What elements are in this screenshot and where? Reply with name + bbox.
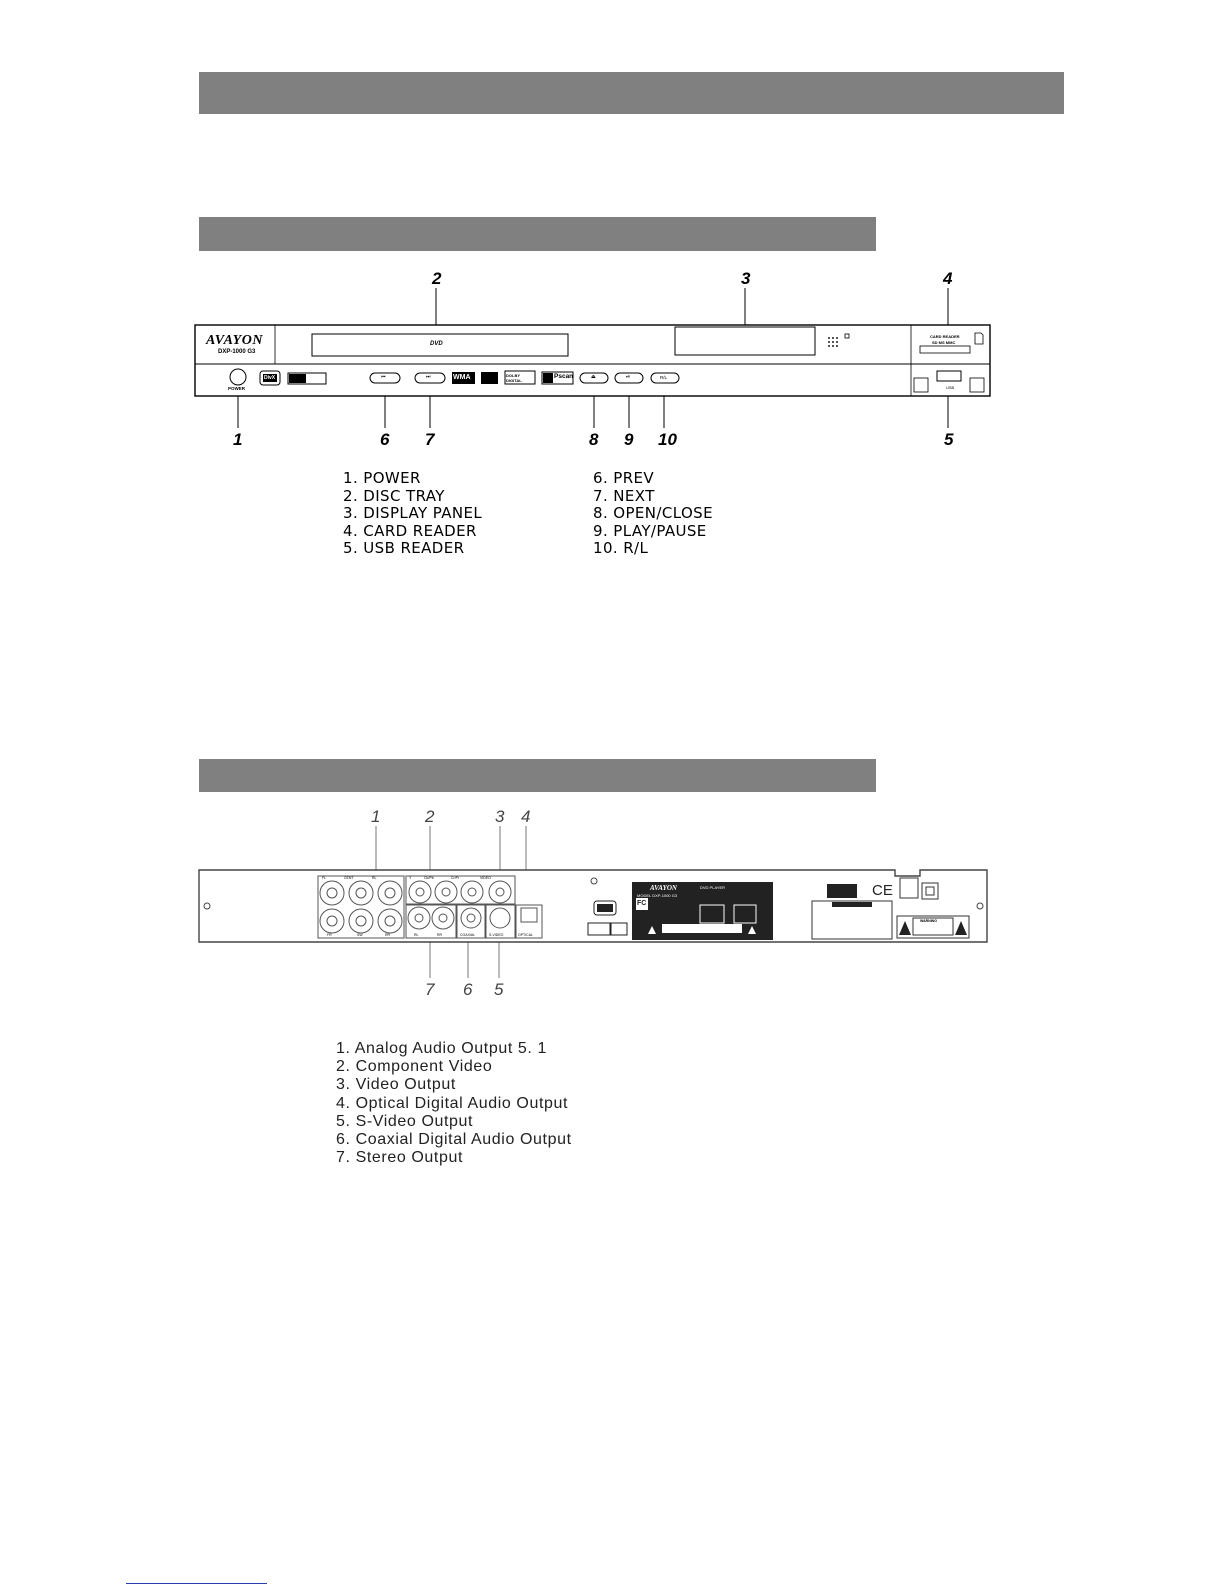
jack-label-cb: Cb/Pb bbox=[424, 876, 434, 880]
pscan-logo: Pscan bbox=[554, 373, 574, 380]
rear-callout-2: 2 bbox=[425, 807, 435, 826]
jack-label-sw: SW bbox=[357, 933, 363, 937]
open-close-button: ⏏ bbox=[591, 374, 596, 380]
front-callout-4: 4 bbox=[943, 269, 953, 288]
front-legend-item: 3. DISPLAY PANEL bbox=[343, 504, 483, 523]
front-callout-3: 3 bbox=[741, 269, 751, 288]
front-callout-8: 8 bbox=[589, 430, 599, 449]
jack-label-svideo: S-VIDEO bbox=[489, 933, 504, 937]
front-callout-5: 5 bbox=[944, 430, 954, 449]
card-reader-formats: SD MS MMC bbox=[932, 340, 956, 345]
front-callout-10: 10 bbox=[658, 430, 677, 449]
rear-legend-item: 7. Stereo Output bbox=[336, 1149, 464, 1167]
jack-label-cr: Cr/Pr bbox=[451, 876, 460, 880]
next-button: ⏭ bbox=[426, 374, 431, 380]
front-legend-item: 9. PLAY/PAUSE bbox=[593, 521, 707, 540]
front-callout-6: 6 bbox=[380, 430, 390, 449]
rear-legend-item: 5. S-Video Output bbox=[336, 1112, 474, 1130]
rear-warning-label: WARNING bbox=[920, 919, 937, 923]
front-legend-item: 4. CARD READER bbox=[343, 521, 477, 540]
front-callout-1: 1 bbox=[233, 430, 243, 449]
jack-label-fr: FR bbox=[327, 933, 332, 937]
jack-label-stereo-l: RL bbox=[414, 933, 419, 937]
rear-legend-item: 1. Analog Audio Output 5. 1 bbox=[336, 1040, 548, 1057]
prev-button: ⏮ bbox=[381, 374, 386, 380]
front-legend-item: 2. DISC TRAY bbox=[343, 486, 445, 505]
jack-label-rl: RL bbox=[372, 876, 377, 880]
rear-legend bbox=[336, 1040, 572, 1167]
rear-label-model: MODEL DXP-1000 G3 bbox=[637, 893, 678, 898]
power-label: POWER bbox=[228, 386, 246, 391]
front-legend-item: 5. USB READER bbox=[343, 539, 465, 558]
rl-button: R/L bbox=[660, 375, 668, 380]
page-footer-line bbox=[126, 1583, 267, 1584]
front-legend-item: 10. R/L bbox=[593, 539, 649, 558]
rear-label-subtitle: DVD PLAYER bbox=[700, 885, 726, 890]
front-legend-item: 7. NEXT bbox=[593, 486, 655, 505]
rear-legend-item: 6. Coaxial Digital Audio Output bbox=[336, 1131, 572, 1149]
front-model: DXP-1000 G3 bbox=[218, 349, 256, 355]
play-pause-button: ⏯ bbox=[626, 374, 631, 380]
front-legend-item: 8. OPEN/CLOSE bbox=[593, 504, 713, 523]
tray-logo: DVD bbox=[430, 341, 443, 347]
rear-callout-5: 5 bbox=[494, 980, 504, 999]
rear-callout-7: 7 bbox=[425, 980, 435, 999]
jack-label-video: VIDEO bbox=[480, 876, 491, 880]
front-legend-item: 6. PREV bbox=[593, 469, 655, 487]
rear-callout-4: 4 bbox=[521, 807, 531, 826]
dolby-logo: DOLBY DIGITAL bbox=[506, 373, 522, 383]
front-callout-9: 9 bbox=[624, 430, 634, 449]
front-callout-2: 2 bbox=[432, 269, 442, 288]
card-reader-label: CARD READER bbox=[930, 334, 960, 339]
front-legend-item: 1. POWER bbox=[343, 469, 421, 487]
front-callout-7: 7 bbox=[425, 430, 435, 449]
rear-label-fc: FC bbox=[637, 900, 647, 907]
rear-callout-1: 1 bbox=[371, 807, 381, 826]
front-brand: AVAYON bbox=[206, 333, 263, 348]
jack-label-y: Y bbox=[409, 876, 412, 880]
jack-label-stereo-r: RR bbox=[437, 933, 443, 937]
jack-label-optical: OPTICAL bbox=[518, 933, 533, 937]
jack-label-coaxial: COAXIAL bbox=[460, 933, 476, 937]
rear-label-brand: AVAYON bbox=[650, 884, 677, 892]
rear-legend-item: 4. Optical Digital Audio Output bbox=[336, 1094, 569, 1112]
jack-label-fl: FL bbox=[322, 876, 327, 880]
rear-label-ce: CE bbox=[872, 882, 893, 899]
jack-label-cent: CENT bbox=[344, 876, 354, 880]
rear-legend-item: 2. Component Video bbox=[336, 1058, 493, 1076]
rear-callout-3: 3 bbox=[495, 807, 505, 826]
rear-callout-6: 6 bbox=[463, 980, 473, 999]
divx-logo: DivX bbox=[264, 375, 276, 381]
wma-logo: WMA bbox=[453, 374, 471, 381]
jack-label-rr: RR bbox=[385, 933, 391, 937]
rear-legend-item: 3. Video Output bbox=[336, 1076, 456, 1094]
usb-label: USB bbox=[946, 385, 955, 390]
